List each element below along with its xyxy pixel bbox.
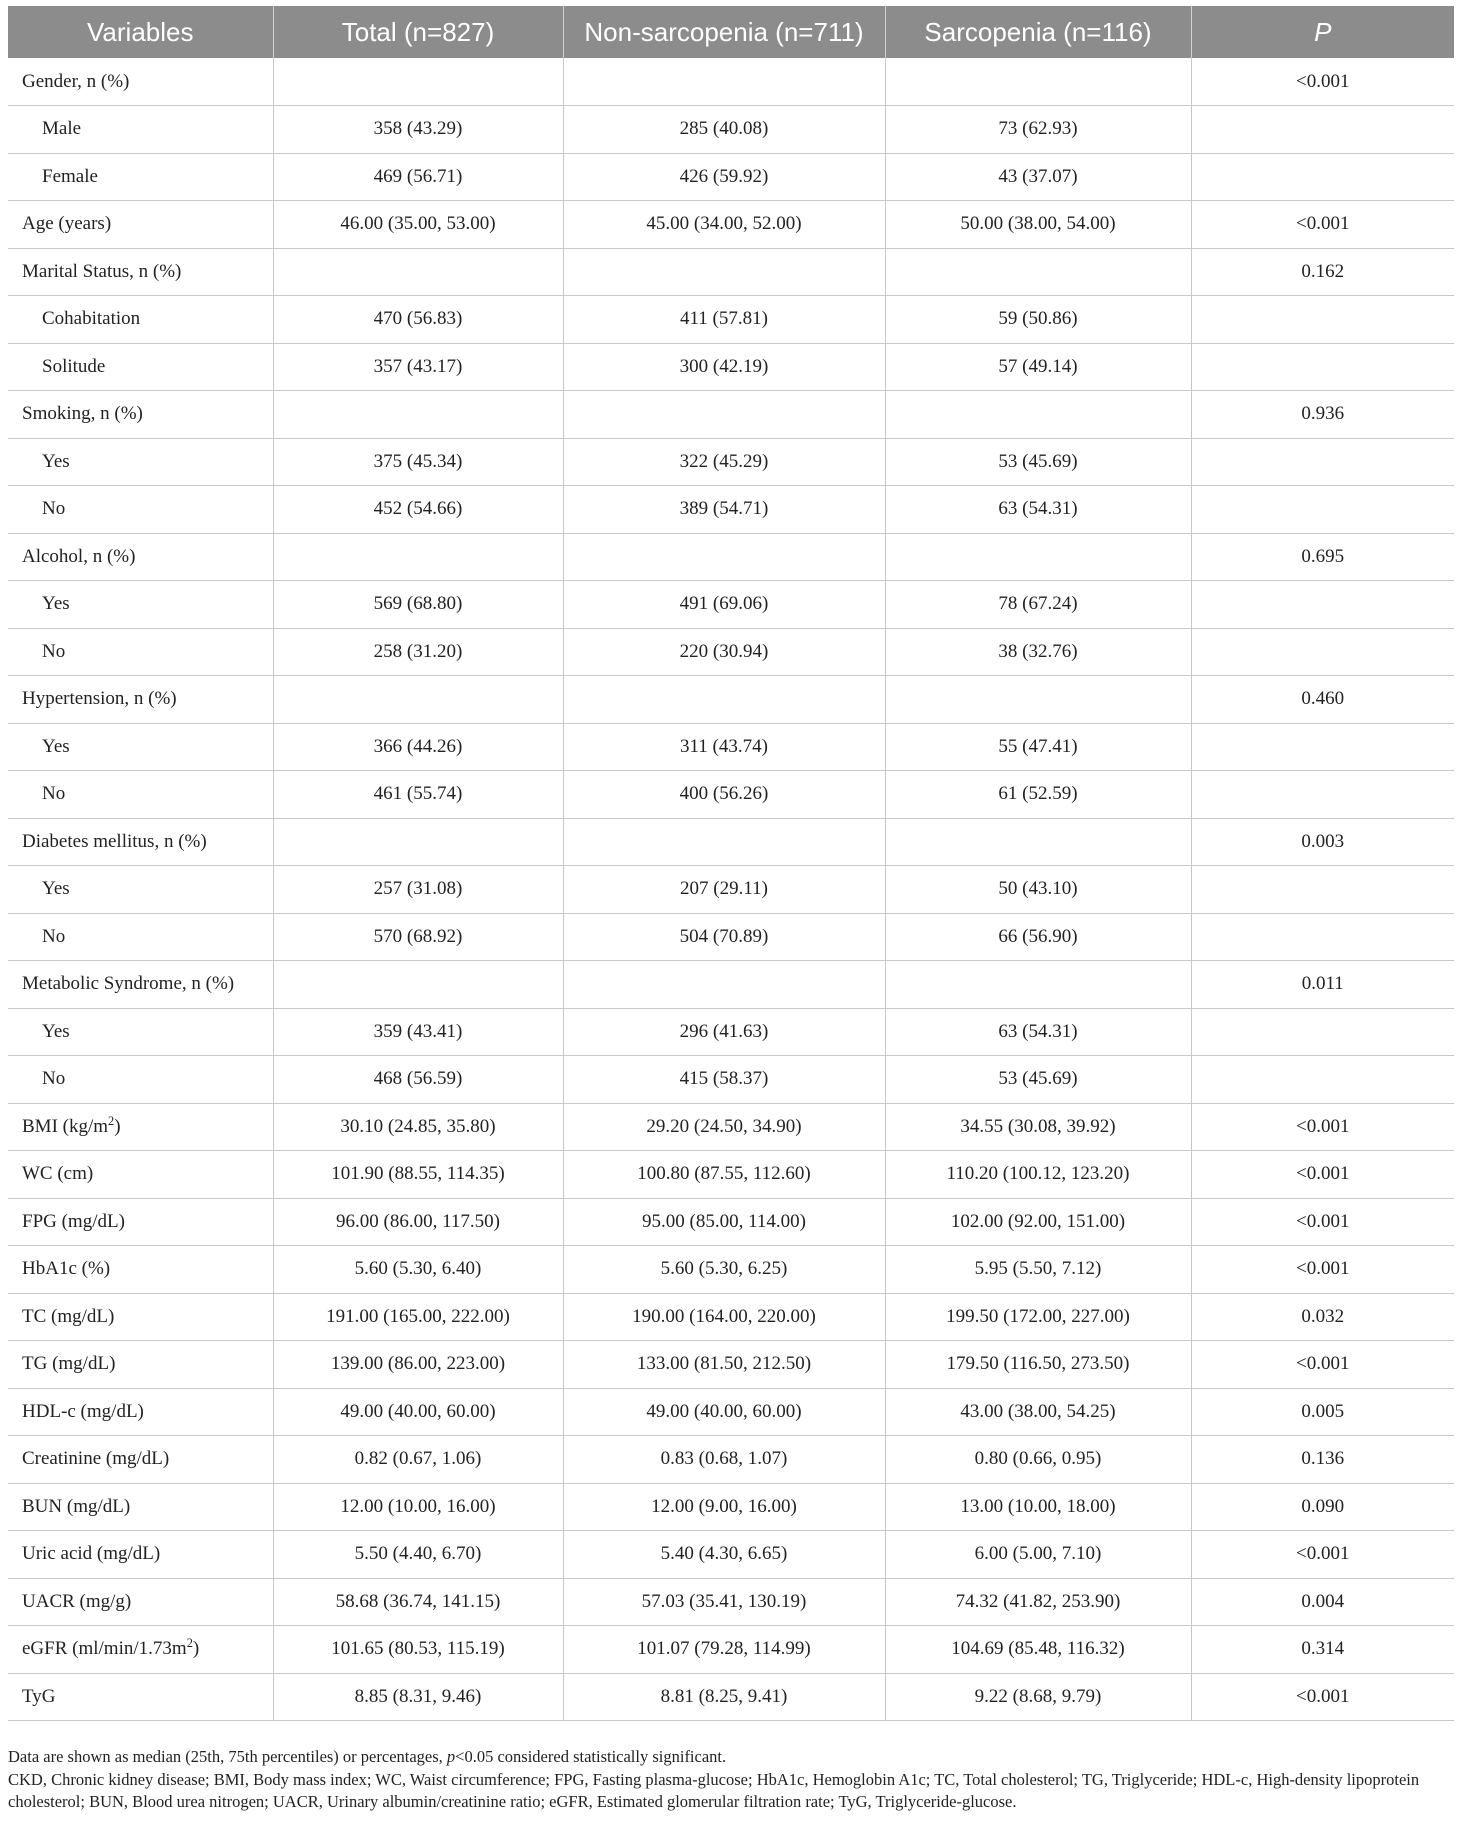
row-label [8,58,273,106]
row-label [8,391,273,439]
cell-non-sarcopenia [563,391,885,439]
cell-p-value: <0.001 [1191,1198,1454,1246]
cell-sarcopenia: 57 (49.14) [885,343,1191,391]
row-label-text: Hypertension, n (%) [22,688,177,710]
cell-total: 30.10 (24.85, 35.80) [273,1103,563,1151]
cell-p-value: 0.136 [1191,1436,1454,1484]
cell-total: 359 (43.41) [273,1008,563,1056]
cell-non-sarcopenia [563,533,885,581]
cell-sarcopenia [885,818,1191,866]
row-label [8,438,273,486]
header-row [8,6,1454,58]
row-label-text: Marital Status, n (%) [22,260,182,282]
cell-p-value: 0.314 [1191,1626,1454,1674]
cell-total [273,391,563,439]
cell-p-value [1191,866,1454,914]
row-label-text: Yes [42,878,70,900]
row-label-superscript: 2 [186,1636,193,1651]
cell-non-sarcopenia: 101.07 (79.28, 114.99) [563,1626,885,1674]
table-row [8,1103,1454,1151]
table-row [8,153,1454,201]
cell-sarcopenia: 38 (32.76) [885,628,1191,676]
row-label [8,1293,273,1341]
cell-total: 468 (56.59) [273,1056,563,1104]
row-label [8,723,273,771]
row-label [8,676,273,724]
row-label-text: No [42,783,66,805]
footnote-line1-post: <0.05 considered statistically significant. [455,1747,727,1766]
row-label-text: FPG (mg/dL) [22,1210,125,1232]
row-label [8,771,273,819]
footnote-abbreviations: CKD, Chronic kidney disease; BMI, Body mass index; WC, Waist circumference; FPG, Fasting plasma-glucose; HbA1c, Hemoglobin A1c; TC, Total cholesterol; TG, Triglyceride; HDL-c, High-density lipoprotein cholesterol; BUN, Blood urea nitrogen; UACR, Urinary albumin/creatinine ratio; eGFR, Estimated glomerular filtration rate; TyG, Triglyceride-glucose. [8,1769,1420,1811]
cell-sarcopenia: 9.22 (8.68, 9.79) [885,1673,1191,1721]
footnote-statistics [8,1746,1454,1769]
cell-non-sarcopenia: 300 (42.19) [563,343,885,391]
row-label [8,1056,273,1104]
row-label-text: TG (mg/dL) [22,1353,116,1375]
cell-non-sarcopenia: 491 (69.06) [563,581,885,629]
table-container [8,6,1454,1721]
row-label [8,1626,273,1674]
cell-total [273,58,563,106]
table-row [8,1341,1454,1389]
cell-total: 139.00 (86.00, 223.00) [273,1341,563,1389]
cell-sarcopenia [885,961,1191,1009]
cell-p-value: 0.936 [1191,391,1454,439]
table-row [8,1483,1454,1531]
row-label-text: HDL-c (mg/dL) [22,1400,144,1422]
header-p-value [1191,6,1454,58]
cell-non-sarcopenia: 389 (54.71) [563,486,885,534]
cell-sarcopenia: 102.00 (92.00, 151.00) [885,1198,1191,1246]
cell-total: 46.00 (35.00, 53.00) [273,201,563,249]
row-label-text: UACR (mg/g) [22,1590,132,1612]
cell-non-sarcopenia: 5.40 (4.30, 6.65) [563,1531,885,1579]
row-label [8,1198,273,1246]
row-label-text: Female [42,165,98,187]
cell-total: 366 (44.26) [273,723,563,771]
row-label [8,248,273,296]
table-row [8,1293,1454,1341]
row-label-text: TyG [22,1685,56,1707]
cell-sarcopenia: 43.00 (38.00, 54.25) [885,1388,1191,1436]
cell-non-sarcopenia: 415 (58.37) [563,1056,885,1104]
table-row [8,1246,1454,1294]
cell-total: 58.68 (36.74, 141.15) [273,1578,563,1626]
header-sarcopenia: Sarcopenia (n=116) [885,6,1191,58]
cell-sarcopenia [885,58,1191,106]
row-label [8,1246,273,1294]
cell-total: 461 (55.74) [273,771,563,819]
cell-p-value [1191,296,1454,344]
table-row [8,961,1454,1009]
cell-non-sarcopenia: 100.80 (87.55, 112.60) [563,1151,885,1199]
cell-p-value: <0.001 [1191,1673,1454,1721]
cell-sarcopenia [885,533,1191,581]
row-label [8,628,273,676]
cell-non-sarcopenia: 426 (59.92) [563,153,885,201]
baseline-characteristics-table [8,6,1454,1721]
row-label-text: Creatinine (mg/dL) [22,1448,170,1470]
cell-sarcopenia: 43 (37.07) [885,153,1191,201]
cell-non-sarcopenia [563,818,885,866]
row-label [8,486,273,534]
cell-non-sarcopenia: 95.00 (85.00, 114.00) [563,1198,885,1246]
cell-p-value: 0.004 [1191,1578,1454,1626]
cell-sarcopenia: 34.55 (30.08, 39.92) [885,1103,1191,1151]
row-label-text: BUN (mg/dL) [22,1495,131,1517]
cell-non-sarcopenia: 57.03 (35.41, 130.19) [563,1578,885,1626]
cell-non-sarcopenia: 5.60 (5.30, 6.25) [563,1246,885,1294]
cell-total: 101.65 (80.53, 115.19) [273,1626,563,1674]
cell-p-value [1191,628,1454,676]
table-row [8,1056,1454,1104]
row-label-text: No [42,498,66,520]
cell-sarcopenia: 50 (43.10) [885,866,1191,914]
row-label [8,1388,273,1436]
cell-sarcopenia: 5.95 (5.50, 7.12) [885,1246,1191,1294]
table-row [8,628,1454,676]
cell-p-value [1191,913,1454,961]
cell-total [273,961,563,1009]
table-row [8,486,1454,534]
row-label [8,343,273,391]
cell-non-sarcopenia: 220 (30.94) [563,628,885,676]
cell-p-value [1191,723,1454,771]
cell-total [273,248,563,296]
cell-total: 452 (54.66) [273,486,563,534]
cell-sarcopenia: 13.00 (10.00, 18.00) [885,1483,1191,1531]
cell-sarcopenia: 0.80 (0.66, 0.95) [885,1436,1191,1484]
cell-p-value [1191,1008,1454,1056]
cell-non-sarcopenia: 8.81 (8.25, 9.41) [563,1673,885,1721]
cell-sarcopenia: 53 (45.69) [885,438,1191,486]
row-label [8,1531,273,1579]
cell-sarcopenia: 6.00 (5.00, 7.10) [885,1531,1191,1579]
cell-non-sarcopenia: 504 (70.89) [563,913,885,961]
cell-non-sarcopenia: 49.00 (40.00, 60.00) [563,1388,885,1436]
row-label-text: No [42,1068,66,1090]
table-row [8,676,1454,724]
cell-p-value [1191,153,1454,201]
row-label-text: Solitude [42,355,106,377]
cell-p-value: 0.003 [1191,818,1454,866]
row-label-text: Age (years) [22,213,112,235]
cell-total [273,676,563,724]
table-row [8,1198,1454,1246]
cell-sarcopenia: 66 (56.90) [885,913,1191,961]
row-label-text: Male [42,118,82,140]
table-row [8,201,1454,249]
cell-p-value: 0.460 [1191,676,1454,724]
table-header [8,6,1454,58]
row-label [8,1436,273,1484]
table-row [8,581,1454,629]
cell-p-value: 0.162 [1191,248,1454,296]
table-row [8,438,1454,486]
cell-p-value: 0.005 [1191,1388,1454,1436]
row-label-text: Metabolic Syndrome, n (%) [22,973,235,995]
cell-p-value [1191,343,1454,391]
row-label-text: HbA1c (%) [22,1258,111,1280]
table-row [8,771,1454,819]
row-label-text: Alcohol, n (%) [22,545,136,567]
cell-p-value [1191,438,1454,486]
row-label-text: Cohabitation [42,308,141,330]
cell-non-sarcopenia: 296 (41.63) [563,1008,885,1056]
row-label [8,1151,273,1199]
cell-total: 469 (56.71) [273,153,563,201]
cell-sarcopenia: 50.00 (38.00, 54.00) [885,201,1191,249]
table-row [8,1388,1454,1436]
cell-total [273,818,563,866]
cell-non-sarcopenia: 190.00 (164.00, 220.00) [563,1293,885,1341]
cell-sarcopenia: 110.20 (100.12, 123.20) [885,1151,1191,1199]
footnote-line1-pre: Data are shown as median (25th, 75th percentiles) or percentages, [8,1747,447,1766]
cell-p-value [1191,771,1454,819]
cell-p-value: <0.001 [1191,1246,1454,1294]
cell-total [273,533,563,581]
cell-non-sarcopenia: 45.00 (34.00, 52.00) [563,201,885,249]
table-row [8,106,1454,154]
cell-p-value: <0.001 [1191,1151,1454,1199]
cell-p-value: <0.001 [1191,1341,1454,1389]
cell-total: 5.60 (5.30, 6.40) [273,1246,563,1294]
row-label [8,1341,273,1389]
row-label-text: Yes [42,735,70,757]
cell-sarcopenia [885,391,1191,439]
cell-non-sarcopenia: 285 (40.08) [563,106,885,154]
header-p-label: P [1314,16,1332,47]
cell-sarcopenia [885,676,1191,724]
cell-p-value [1191,1056,1454,1104]
row-label-text: Gender, n (%) [22,70,130,92]
row-label [8,818,273,866]
row-label [8,201,273,249]
cell-total: 8.85 (8.31, 9.46) [273,1673,563,1721]
row-label-text: eGFR (ml/min/1.73m [22,1638,187,1660]
row-label [8,1578,273,1626]
cell-total: 357 (43.17) [273,343,563,391]
cell-non-sarcopenia: 207 (29.11) [563,866,885,914]
cell-total: 12.00 (10.00, 16.00) [273,1483,563,1531]
cell-sarcopenia: 63 (54.31) [885,1008,1191,1056]
row-label [8,1673,273,1721]
cell-p-value [1191,486,1454,534]
header-total: Total (n=827) [273,6,563,58]
row-label-text: TC (mg/dL) [22,1305,115,1327]
cell-p-value: 0.032 [1191,1293,1454,1341]
row-label [8,106,273,154]
table-row [8,533,1454,581]
cell-total: 375 (45.34) [273,438,563,486]
cell-sarcopenia: 78 (67.24) [885,581,1191,629]
cell-non-sarcopenia [563,961,885,1009]
row-label [8,153,273,201]
cell-p-value [1191,581,1454,629]
table-row [8,1578,1454,1626]
cell-total: 470 (56.83) [273,296,563,344]
cell-p-value: 0.011 [1191,961,1454,1009]
cell-sarcopenia: 73 (62.93) [885,106,1191,154]
cell-non-sarcopenia: 133.00 (81.50, 212.50) [563,1341,885,1389]
table-row [8,723,1454,771]
cell-sarcopenia: 61 (52.59) [885,771,1191,819]
table-row [8,58,1454,106]
cell-total: 191.00 (165.00, 222.00) [273,1293,563,1341]
header-variables: Variables [8,6,273,58]
cell-total: 5.50 (4.40, 6.70) [273,1531,563,1579]
row-label [8,581,273,629]
cell-total: 101.90 (88.55, 114.35) [273,1151,563,1199]
table-row [8,1008,1454,1056]
cell-non-sarcopenia: 29.20 (24.50, 34.90) [563,1103,885,1151]
row-label-text: Yes [42,593,70,615]
cell-sarcopenia: 199.50 (172.00, 227.00) [885,1293,1191,1341]
row-label-end: ) [192,1638,200,1660]
cell-p-value: <0.001 [1191,1531,1454,1579]
row-label [8,1103,273,1151]
cell-sarcopenia: 104.69 (85.48, 116.32) [885,1626,1191,1674]
cell-non-sarcopenia: 322 (45.29) [563,438,885,486]
cell-non-sarcopenia: 311 (43.74) [563,723,885,771]
cell-sarcopenia: 74.32 (41.82, 253.90) [885,1578,1191,1626]
cell-total: 0.82 (0.67, 1.06) [273,1436,563,1484]
table-row [8,1151,1454,1199]
table-row [8,866,1454,914]
cell-total: 96.00 (86.00, 117.50) [273,1198,563,1246]
header-non-sarcopenia: Non-sarcopenia (n=711) [563,6,885,58]
row-label-text: Diabetes mellitus, n (%) [22,830,207,852]
row-label [8,1008,273,1056]
cell-p-value: <0.001 [1191,1103,1454,1151]
cell-total: 257 (31.08) [273,866,563,914]
table-row [8,1673,1454,1721]
cell-p-value [1191,106,1454,154]
table-row [8,818,1454,866]
cell-total: 258 (31.20) [273,628,563,676]
row-label-text: BMI (kg/m [22,1115,109,1137]
table-row [8,1531,1454,1579]
cell-non-sarcopenia: 0.83 (0.68, 1.07) [563,1436,885,1484]
table-row [8,1626,1454,1674]
row-label-text: Smoking, n (%) [22,403,143,425]
cell-total: 49.00 (40.00, 60.00) [273,1388,563,1436]
cell-sarcopenia: 53 (45.69) [885,1056,1191,1104]
row-label [8,533,273,581]
table-body [8,58,1454,1721]
cell-non-sarcopenia: 12.00 (9.00, 16.00) [563,1483,885,1531]
cell-p-value: 0.090 [1191,1483,1454,1531]
cell-non-sarcopenia [563,58,885,106]
table-row [8,913,1454,961]
row-label [8,1483,273,1531]
row-label [8,296,273,344]
row-label-text: Uric acid (mg/dL) [22,1543,161,1565]
row-label [8,961,273,1009]
cell-p-value: 0.695 [1191,533,1454,581]
cell-sarcopenia: 63 (54.31) [885,486,1191,534]
cell-total: 569 (68.80) [273,581,563,629]
table-row [8,343,1454,391]
row-label-text: No [42,925,66,947]
table-row [8,391,1454,439]
row-label [8,866,273,914]
table-footnotes [8,1746,1454,1814]
cell-sarcopenia: 59 (50.86) [885,296,1191,344]
row-label-superscript: 2 [108,1113,115,1128]
cell-total: 570 (68.92) [273,913,563,961]
table-row [8,296,1454,344]
cell-total: 358 (43.29) [273,106,563,154]
table-row [8,1436,1454,1484]
footnote-line1-p: p [446,1747,456,1766]
row-label-text: WC (cm) [22,1163,94,1185]
cell-p-value: <0.001 [1191,58,1454,106]
cell-non-sarcopenia: 411 (57.81) [563,296,885,344]
row-label-text: No [42,640,66,662]
cell-non-sarcopenia: 400 (56.26) [563,771,885,819]
cell-non-sarcopenia [563,248,885,296]
cell-sarcopenia: 55 (47.41) [885,723,1191,771]
cell-non-sarcopenia [563,676,885,724]
cell-p-value: <0.001 [1191,201,1454,249]
row-label [8,913,273,961]
row-label-end: ) [114,1115,121,1137]
row-label-text: Yes [42,1020,70,1042]
cell-sarcopenia: 179.50 (116.50, 273.50) [885,1341,1191,1389]
row-label-text: Yes [42,450,70,472]
cell-sarcopenia [885,248,1191,296]
table-row [8,248,1454,296]
